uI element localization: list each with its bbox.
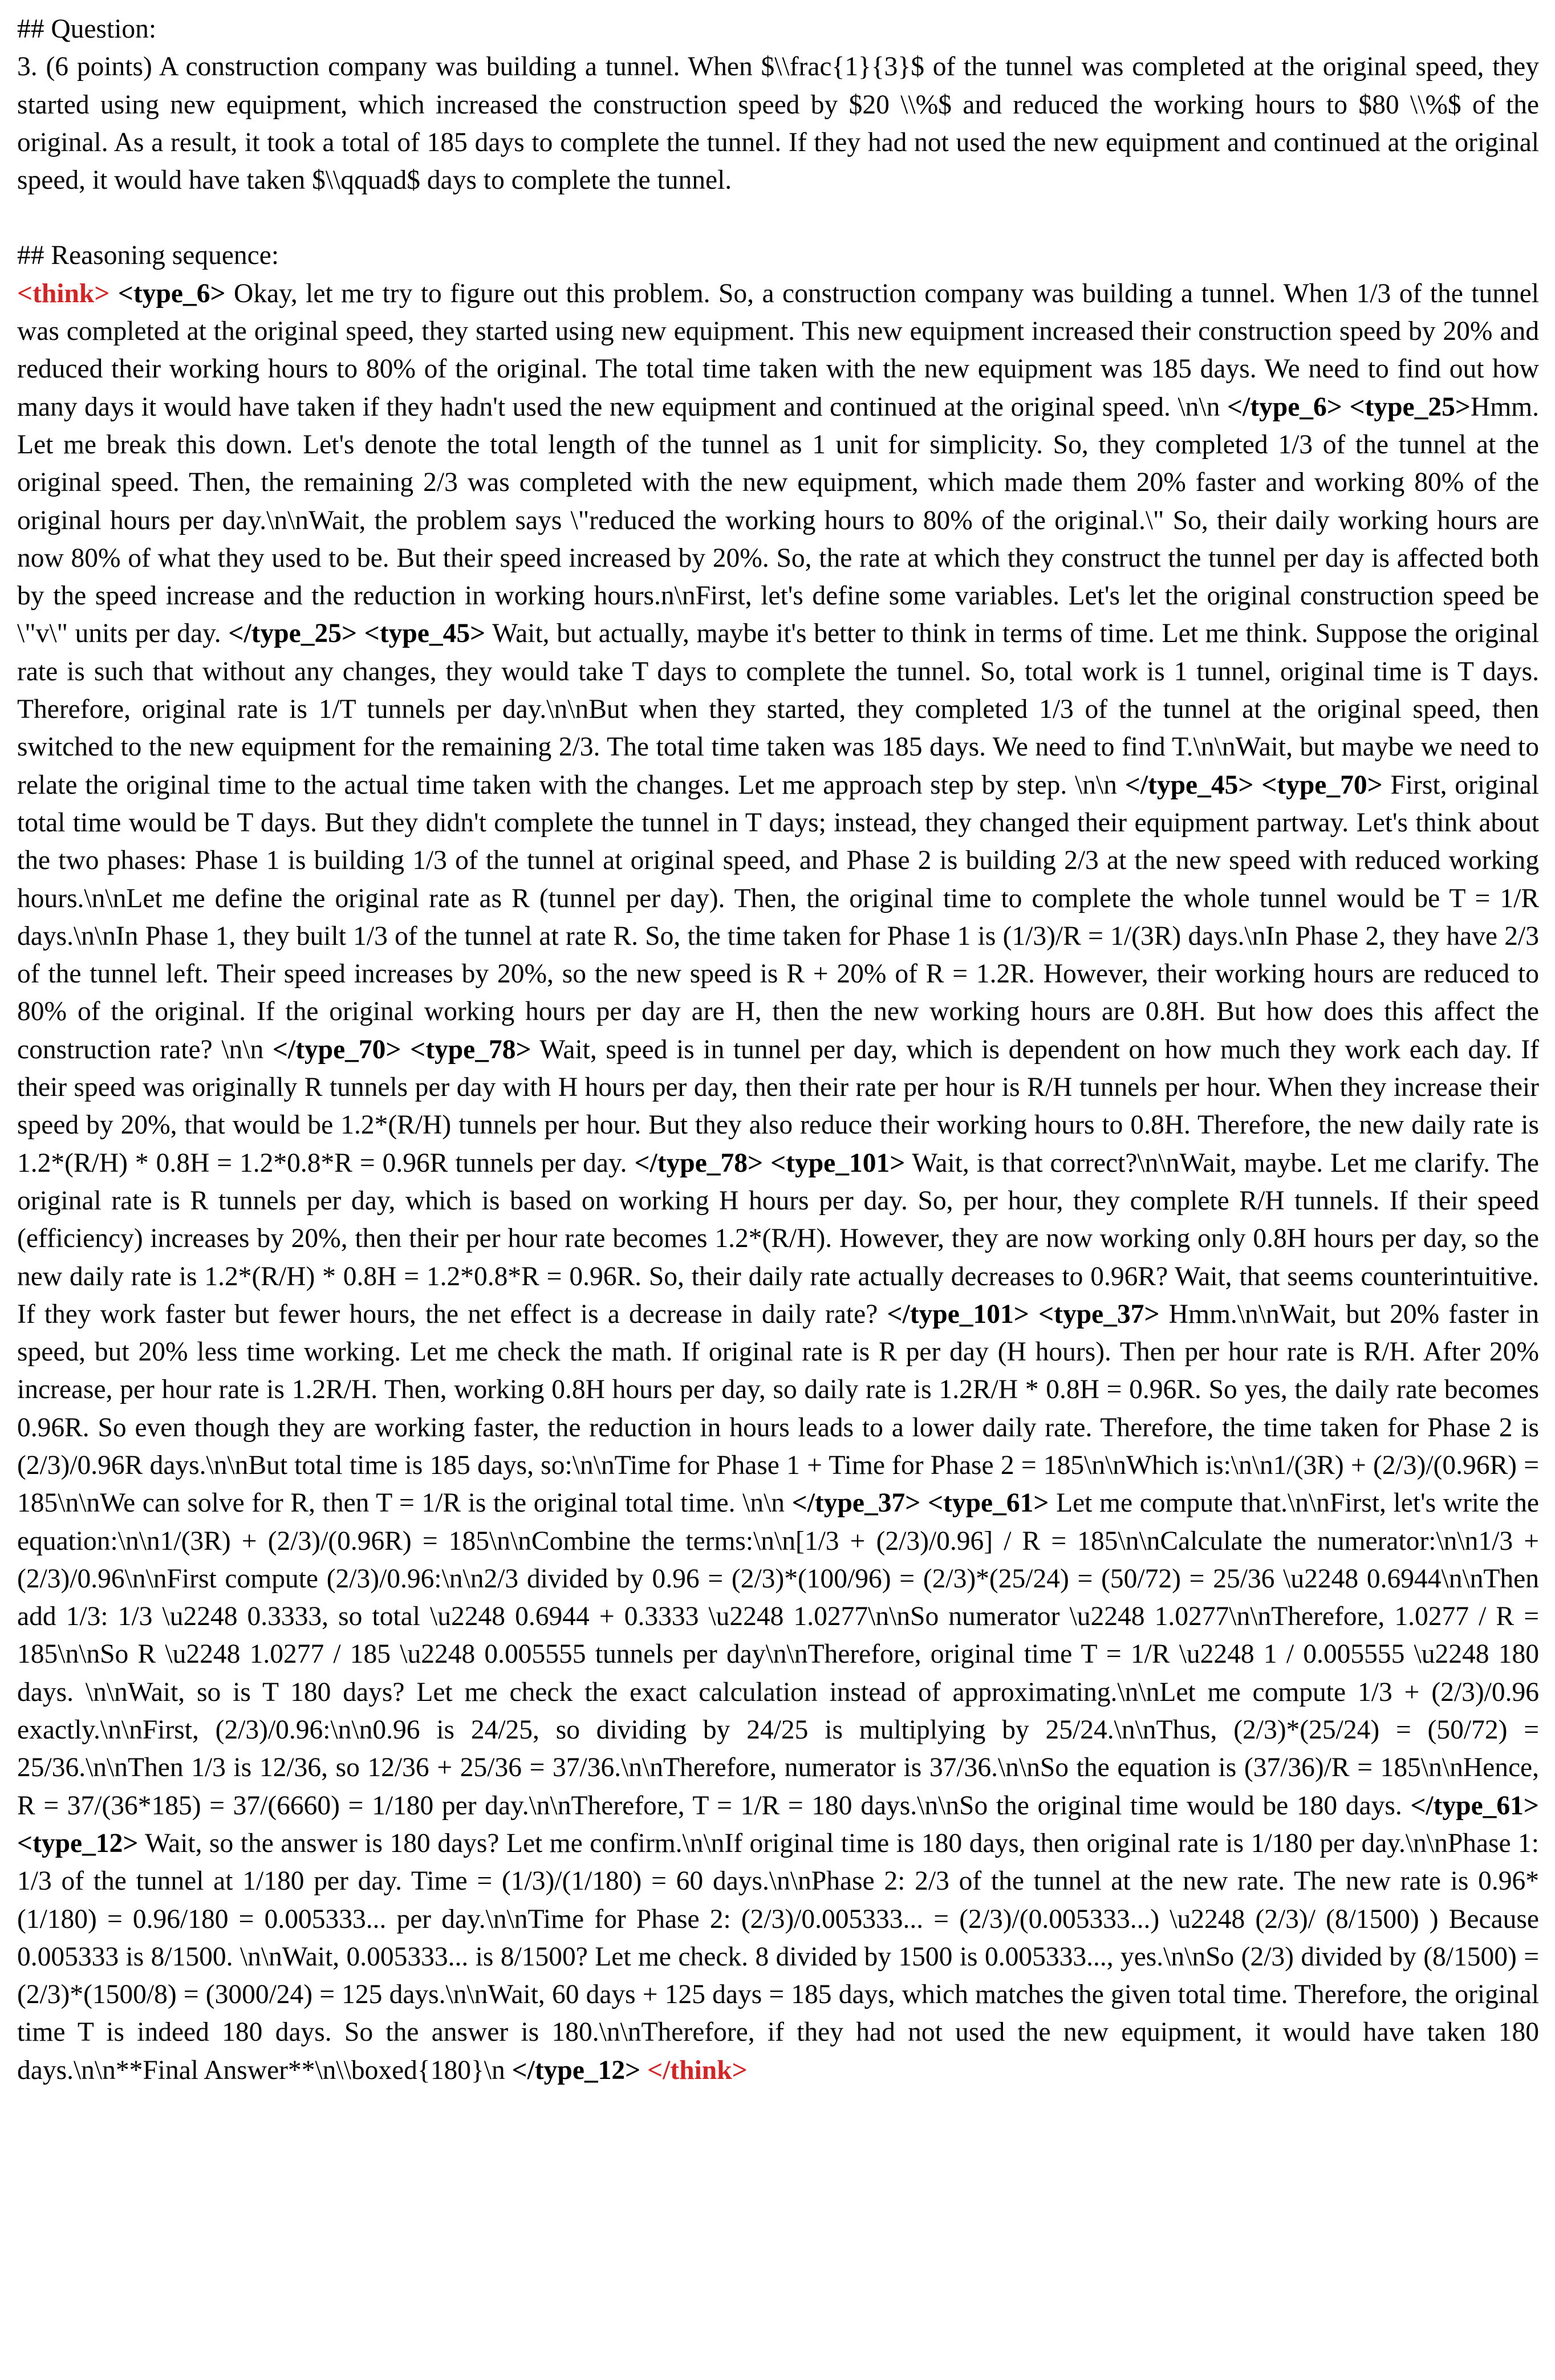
segment-text: Hmm.\n\nWait, but 20% faster in speed, but 20% less time working. Let me check the math. If original rate is R per day (H hours). Then per hour rate is R/H. After 20% increase, per hour rate is 1.2R/H. Then, working 0.8H hours per day, so daily rate is 1.2R/H * 0.8H = 0.96R. So yes, the daily rate becomes 0.96R. So even though they are working faster, the reduction in hours leads to a lower daily rate. Therefore, the time taken for Phase 2 is (2/3)/0.96R days.\n\nBut total time is 185 days, so:\n\nTime for Phase 1 + Time for Phase 2 = 185\n\nWhich is:\n\n1/(3R) + (2/3)/(0.96R) = 185\n\nWe can solve for R, then T = 1/R is the original total time. \n\n <box>17 1299 1540 1518</box>
tag-open: <type_37> <box>1038 1299 1160 1329</box>
segment-text: Wait, so the answer is 180 days? Let me confirm.\n\nIf original time is 180 days, then original rate is 1/180 per day.\n\nPhase 1: 1/3 of the tunnel at 1/180 per day. Time = (1/3)/(1/180) = 60 days.\n\nPhase 2: 2/3 of the tunnel at the new rate. The new rate is 0.96*(1/180) = 0.96/180 = 0.005333... per day.\n\nTime for Phase 2: (2/3)/0.005333... = (2/3)/(0.005333...) \u2248 (2/3)/ (8/1500) ) Because 0.005333 is 8/1500. \n\nWait, 0.005333... is 8/1500? Let me check. 8 divided by 1500 is 0.005333..., yes.\n\nSo (2/3) divided by (8/1500) = (2/3)*(1500/8) = (3000/24) = 125 days.\n\nWait, 60 days + 125 days = 185 days, which matches the given total time. Therefore, the original time T is indeed 180 days. So the answer is 180.\n\nTherefore, if they had not used the new equipment, it would have taken 180 days.\n\n**Final Answer**\n\\boxed{180}\n <box>17 1828 1539 2085</box>
segment-25 <box>17 392 1539 649</box>
tag-close: </type_6> <box>1227 392 1342 422</box>
segment-70 <box>17 770 1539 1065</box>
tag-close: </type_78> <box>634 1148 764 1178</box>
reasoning-sequence <box>17 275 1539 2089</box>
tag-close: </type_61> <box>1410 1790 1539 1821</box>
tag-close: </type_12> <box>511 2055 641 2085</box>
tag-open: <type_45> <box>364 619 486 649</box>
think-open-tag: <think> <box>17 278 110 308</box>
tag-close: </type_25> <box>228 619 358 649</box>
segment-text: Wait, but actually, maybe it's better to think in terms of time. Let me think. Suppose the original rate is such that without any changes, they would take T days to complete the tunnel. So, total work is 1 tunnel, original time is T days. Therefore, original rate is 1/T tunnels per day.\n\nBut when they started, they completed 1/3 of the tunnel at the original speed, then switched to the new equipment for the remaining 2/3. The total time taken was 185 days. We need to find T.\n\nWait, but maybe we need to relate the original time to the actual time taken with the changes. Let me approach step by step. \n\n <box>17 619 1540 800</box>
segment-61 <box>17 1488 1539 1820</box>
tag-open: <type_78> <box>410 1034 531 1065</box>
tag-open: <type_6> <box>117 278 226 308</box>
segment-text: Hmm. Let me break this down. Let's denote the total length of the tunnel as 1 unit for simplicity. So, they completed 1/3 of the tunnel at the original speed. Then, the remaining 2/3 was completed with the new equipment, which made them 20% faster and working 80% of the original hours per day.\n\nWait, the problem says \"reduced the working hours to 80% of the original.\" So, their daily working hours are now 80% of what they used to be. But their speed increased by 20%. So, the rate at which they construct the tunnel per day is affected both by the speed increase and the reduction in working hours.n\nFirst, let's define some variables. Let's let the original construction speed be \"v\" units per day. <box>17 392 1539 649</box>
segment-text: Wait, speed is in tunnel per day, which is dependent on how much they work each day. If their speed was originally R tunnels per day with H hours per day, then their rate per hour is R/H tunnels per hour. When they increase their speed by 20%, that would be 1.2*(R/H) tunnels per hour. But they also reduce their working hours to 0.8H. Therefore, the new daily rate is 1.2*(R/H) * 0.8H = 1.2*0.8*R = 0.96R tunnels per day. <box>17 1034 1540 1178</box>
section-gap <box>17 199 1539 237</box>
segment-text: Okay, let me try to figure out this problem. So, a construction company was building a tunnel. When 1/3 of the tunnel was completed at the original speed, they started using new equipment. This new equipment increased their construction speed by 20% and reduced their working hours to 80% of the original. The total time taken with the new equipment was 185 days. We need to find out how many days it would have taken if they hadn't used the new equipment and continued at the original speed. \n\n <box>17 278 1539 422</box>
question-header: ## Question: <box>17 14 157 44</box>
segment-text: Let me compute that.\n\nFirst, let's write the equation:\n\n1/(3R) + (2/3)/(0.96R) = 185\n\nCombine the terms:\n\n[1/3 + (2/3)/0.96] / R = 185\n\nCalculate the numerator:\n\n1/3 + (2/3)/0.96\n\nFirst compute (2/3)/0.96:\n\n2/3 divided by 0.96 = (2/3)*(100/96) = (2/3)*(25/24) = (50/72) = 25/36 \u2248 0.6944\n\nThen add 1/3: 1/3 \u2248 0.3333, so total \u2248 0.6944 + 0.3333 \u2248 1.0277\n\nSo numerator \u2248 1.0277\n\nTherefore, 1.0277 / R = 185\n\nSo R \u2248 1.0277 / 185 \u2248 0.005555 tunnels per day\n\nTherefore, original time T = 1/R \u2248 1 / 0.005555 \u2248 180 days. \n\nWait, so is T 180 days? Let me check the exact calculation instead of approximating.\n\nLet me compute 1/3 + (2/3)/0.96 exactly.\n\nFirst, (2/3)/0.96:\n\n0.96 is 24/25, so dividing by 24/25 is multiplying by 25/24.\n\nThus, (2/3)*(25/24) = (50/72) = 25/36.\n\nThen 1/3 is 12/36, so 12/36 + 25/36 = 37/36.\n\nTherefore, numerator is 37/36.\n\nSo the equation is (37/36)/R = 185\n\nHence, R = 37/(36*185) = 37/(6660) = 1/180 per day.\n\nTherefore, T = 1/R = 180 days.\n\nSo the original time would be 180 days. <box>17 1488 1539 1821</box>
segment-12 <box>17 1829 1539 2085</box>
reasoning-header: ## Reasoning sequence: <box>17 241 279 271</box>
question-text: 3. (6 points) A construction company was building a tunnel. When $\\frac{1}{3}$ of the tunnel was completed at the original speed, they started using new equipment, which increased the construction speed by $20 \\%$ and reduced the working hours to $80 \\%$ of the original. As a result, it took a total of 185 days to complete the tunnel. If they had not used the new equipment and continued at the original speed, it would have taken $\\qquad$ days to complete the tunnel. <box>17 52 1539 196</box>
tag-close: </type_45> <box>1124 770 1254 800</box>
think-close-tag: </think> <box>647 2055 748 2085</box>
tag-open: <type_12> <box>17 1828 139 1858</box>
tag-close: </type_101> <box>887 1299 1029 1329</box>
tag-open: <type_70> <box>1261 770 1383 800</box>
tag-open: <type_61> <box>927 1488 1049 1518</box>
tag-open: <type_25> <box>1349 392 1471 422</box>
segment-6 <box>17 279 1539 422</box>
segment-text: First, original total time would be T days. But they didn't complete the tunnel in T days; instead, they changed their equipment partway. Let's think about the two phases: Phase 1 is building 1/3 of the tunnel at original speed, and Phase 2 is building 2/3 at the new speed with reduced working hours.\n\nLet me define the original rate as R (tunnel per day). Then, the original time to complete the whole tunnel would be T = 1/R days.\n\nIn Phase 1, they built 1/3 of the tunnel at rate R. So, the time taken for Phase 1 is (1/3)/R = 1/(3R) days.\nIn Phase 2, they have 2/3 of the tunnel left. Their speed increases by 20%, so the new speed is R + 20% of R = 1.2R. However, their working hours are reduced to 80% of the original. If the original working hours per day are H, then the new working hours are 0.8H. But how does this affect the construction rate? \n\n <box>17 770 1540 1065</box>
segment-37 <box>17 1299 1539 1518</box>
tag-close: </type_37> <box>791 1488 921 1518</box>
segment-text: Wait, is that correct?\n\nWait, maybe. Let me clarify. The original rate is R tunnels per day, which is based on working H hours per day. So, per hour, they complete R/H tunnels. If their speed (efficiency) increases by 20%, then their per hour rate becomes 1.2*(R/H). However, they are now working only 0.8H hours per day, so the new daily rate is 1.2*(R/H) * 0.8H = 1.2*0.8*R = 0.96R. So, their daily rate actually decreases to 0.96R? Wait, that seems counterintuitive. If they work faster but fewer hours, the net effect is a decrease in daily rate? <box>17 1148 1539 1329</box>
tag-open: <type_101> <box>770 1148 906 1178</box>
tag-close: </type_70> <box>272 1034 401 1065</box>
